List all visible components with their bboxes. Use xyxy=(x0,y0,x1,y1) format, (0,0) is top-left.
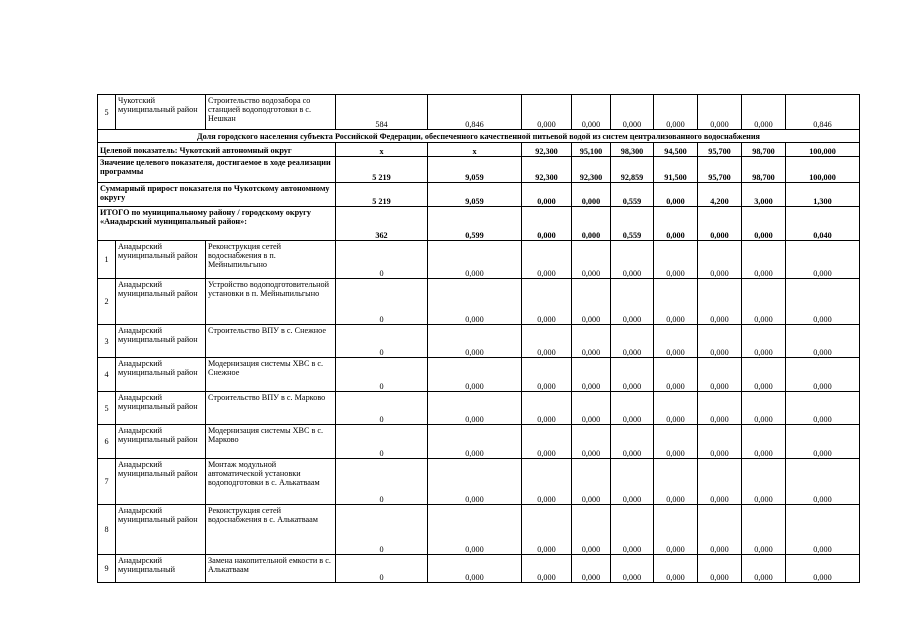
value-cell: 0,000 xyxy=(654,555,698,583)
value-cell: 0,000 xyxy=(698,241,742,279)
value-cell: 0 xyxy=(336,392,428,425)
value-cell: 0 xyxy=(336,425,428,459)
value-cell: 0,040 xyxy=(786,207,860,241)
value-cell: 0,000 xyxy=(654,425,698,459)
value-cell: 0,000 xyxy=(698,358,742,392)
value-cell: 0,000 xyxy=(654,95,698,130)
value-cell: 362 xyxy=(336,207,428,241)
value-cell: 98,700 xyxy=(742,157,786,183)
value-cell: 3,000 xyxy=(742,183,786,207)
value-cell: 0,000 xyxy=(786,358,860,392)
area-name: Анадырский муниципальный район xyxy=(116,241,206,279)
value-cell: 0,000 xyxy=(654,358,698,392)
value-cell: 0,000 xyxy=(786,325,860,358)
value-cell: 5 219 xyxy=(336,183,428,207)
value-cell: 0,000 xyxy=(698,555,742,583)
value-cell: 0,000 xyxy=(428,425,522,459)
row-number: 4 xyxy=(98,358,116,392)
value-cell: 92,859 xyxy=(611,157,654,183)
value-cell: 94,500 xyxy=(654,143,698,157)
value-cell: 0 xyxy=(336,325,428,358)
value-cell: 0,000 xyxy=(572,325,611,358)
table-row xyxy=(98,95,860,130)
value-cell: 0,000 xyxy=(786,279,860,325)
section-title-row xyxy=(98,130,860,143)
activity-name: Строительство водозабора со станцией водоподготовки в с. Нешкан xyxy=(206,95,336,130)
table-row xyxy=(98,325,860,358)
area-name: Анадырский муниципальный район xyxy=(116,505,206,555)
value-cell: 0 xyxy=(336,241,428,279)
value-cell: x xyxy=(428,143,522,157)
total-increase-row xyxy=(98,183,860,207)
area-name: Анадырский муниципальный xyxy=(116,555,206,583)
value-cell: 0,000 xyxy=(611,392,654,425)
row-number: 8 xyxy=(98,505,116,555)
value-cell: 100,000 xyxy=(786,143,860,157)
value-cell: 0 xyxy=(336,358,428,392)
value-cell: 0,000 xyxy=(572,241,611,279)
value-cell: 0,000 xyxy=(522,207,572,241)
value-cell: 0,000 xyxy=(654,325,698,358)
area-name: Анадырский муниципальный район xyxy=(116,425,206,459)
value-cell: 0,000 xyxy=(654,459,698,505)
value-cell: 0,846 xyxy=(786,95,860,130)
row-number: 9 xyxy=(98,555,116,583)
value-cell: 95,100 xyxy=(572,143,611,157)
value-cell: 0,000 xyxy=(611,505,654,555)
activity-name: Реконструкция сетей водоснабжения в п. Мейныпильгыно xyxy=(206,241,336,279)
value-cell: 0,000 xyxy=(786,392,860,425)
itogo-label: ИТОГО по муниципальному району / городскому округу «Анадырский муниципальный район»: xyxy=(98,207,336,241)
achieved-label: Значение целевого показателя, достигаемое в ходе реализации программы xyxy=(98,157,336,183)
value-cell: 0,000 xyxy=(428,392,522,425)
activity-name: Модернизация системы ХВС в с. Марково xyxy=(206,425,336,459)
value-cell: 0,000 xyxy=(522,183,572,207)
value-cell: 0,000 xyxy=(572,392,611,425)
value-cell: 0,000 xyxy=(742,95,786,130)
value-cell: 0,000 xyxy=(522,241,572,279)
value-cell: 0,000 xyxy=(742,459,786,505)
value-cell: 0,000 xyxy=(522,425,572,459)
area-name: Анадырский муниципальный район xyxy=(116,459,206,505)
value-cell: 0,000 xyxy=(786,425,860,459)
value-cell: 0,000 xyxy=(742,325,786,358)
value-cell: 0,000 xyxy=(654,505,698,555)
row-number: 7 xyxy=(98,459,116,505)
value-cell: 91,500 xyxy=(654,157,698,183)
value-cell: 0,000 xyxy=(611,555,654,583)
value-cell: 92,300 xyxy=(522,157,572,183)
itogo-row xyxy=(98,207,860,241)
table-row xyxy=(98,279,860,325)
area-name: Чукотский муниципальный район xyxy=(116,95,206,130)
value-cell: 0,000 xyxy=(572,207,611,241)
value-cell: 98,700 xyxy=(742,143,786,157)
value-cell: 0,000 xyxy=(522,555,572,583)
value-cell: 0 xyxy=(336,505,428,555)
table-row xyxy=(98,392,860,425)
value-cell: 0,000 xyxy=(428,505,522,555)
value-cell: 9,059 xyxy=(428,183,522,207)
value-cell: 0,000 xyxy=(698,459,742,505)
value-cell: 0,000 xyxy=(428,358,522,392)
table-row xyxy=(98,555,860,583)
value-cell: 0,000 xyxy=(522,459,572,505)
value-cell: 0,000 xyxy=(522,505,572,555)
value-cell: 0,000 xyxy=(742,555,786,583)
achieved-row xyxy=(98,157,860,183)
area-name: Анадырский муниципальный район xyxy=(116,325,206,358)
value-cell: 0,559 xyxy=(611,207,654,241)
value-cell: 0,000 xyxy=(786,505,860,555)
value-cell: 92,300 xyxy=(572,157,611,183)
value-cell: 0,000 xyxy=(654,241,698,279)
value-cell: 0,000 xyxy=(742,207,786,241)
value-cell: 0,000 xyxy=(654,392,698,425)
value-cell: 100,000 xyxy=(786,157,860,183)
activity-name: Реконструкция сетей водоснабжения в с. Алькатваам xyxy=(206,505,336,555)
value-cell: 0,000 xyxy=(698,392,742,425)
value-cell: 0,000 xyxy=(611,358,654,392)
section-title: Доля городского населения субъекта Российской Федерации, обеспеченного качественной питьевой водой из систем централизованного водоснабжения xyxy=(98,130,860,143)
activity-name: Монтаж модульной автоматической установки водоподготовки в с. Алькатваам xyxy=(206,459,336,505)
value-cell: 0,000 xyxy=(742,425,786,459)
value-cell: 0,000 xyxy=(611,95,654,130)
value-cell: 0,000 xyxy=(428,555,522,583)
value-cell: 9,059 xyxy=(428,157,522,183)
value-cell: 1,300 xyxy=(786,183,860,207)
value-cell: 0,000 xyxy=(428,279,522,325)
value-cell: 0,000 xyxy=(572,555,611,583)
value-cell: 0,000 xyxy=(428,459,522,505)
value-cell: 0,000 xyxy=(698,95,742,130)
value-cell: 0,000 xyxy=(698,279,742,325)
value-cell: 0,000 xyxy=(611,325,654,358)
value-cell: 98,300 xyxy=(611,143,654,157)
value-cell: 0,000 xyxy=(611,425,654,459)
value-cell: 95,700 xyxy=(698,143,742,157)
value-cell: 0,000 xyxy=(698,505,742,555)
activity-name: Строительство ВПУ в с. Марково xyxy=(206,392,336,425)
table-row xyxy=(98,241,860,279)
area-name: Анадырский муниципальный район xyxy=(116,279,206,325)
table-row xyxy=(98,358,860,392)
value-cell: 0,000 xyxy=(742,392,786,425)
value-cell: 0,559 xyxy=(611,183,654,207)
value-cell: 584 xyxy=(336,95,428,130)
value-cell: 0,000 xyxy=(428,241,522,279)
value-cell: 0 xyxy=(336,459,428,505)
value-cell: 0,000 xyxy=(572,505,611,555)
value-cell: 0,000 xyxy=(611,279,654,325)
target-row xyxy=(98,143,860,157)
value-cell: 0,000 xyxy=(698,325,742,358)
value-cell: 0,000 xyxy=(572,358,611,392)
value-cell: 0,000 xyxy=(742,241,786,279)
value-cell: 5 219 xyxy=(336,157,428,183)
value-cell: 92,300 xyxy=(522,143,572,157)
row-number: 3 xyxy=(98,325,116,358)
value-cell: 0,000 xyxy=(654,183,698,207)
value-cell: 0,000 xyxy=(428,325,522,358)
value-cell: 0,000 xyxy=(742,505,786,555)
value-cell: 0,599 xyxy=(428,207,522,241)
value-cell: 0,846 xyxy=(428,95,522,130)
row-number: 6 xyxy=(98,425,116,459)
value-cell: 0,000 xyxy=(654,207,698,241)
value-cell: 0,000 xyxy=(654,279,698,325)
value-cell: 0 xyxy=(336,279,428,325)
table-row xyxy=(98,425,860,459)
value-cell: 0,000 xyxy=(572,95,611,130)
table-row xyxy=(98,505,860,555)
value-cell: 0,000 xyxy=(742,279,786,325)
activity-name: Модернизация системы ХВС в с. Снежное xyxy=(206,358,336,392)
value-cell: 0,000 xyxy=(611,241,654,279)
value-cell: 0,000 xyxy=(572,183,611,207)
row-number: 1 xyxy=(98,241,116,279)
activity-name: Замена накопительной емкости в с. Алькатваам xyxy=(206,555,336,583)
activity-name: Устройство водоподготовительной установки в п. Мейныпильгыно xyxy=(206,279,336,325)
value-cell: 0,000 xyxy=(522,358,572,392)
row-number: 2 xyxy=(98,279,116,325)
value-cell: 0,000 xyxy=(611,459,654,505)
value-cell: 95,700 xyxy=(698,157,742,183)
value-cell: 0 xyxy=(336,555,428,583)
value-cell: 0,000 xyxy=(522,392,572,425)
row-number: 5 xyxy=(98,95,116,130)
value-cell: 0,000 xyxy=(786,241,860,279)
value-cell: x xyxy=(336,143,428,157)
area-name: Анадырский муниципальный район xyxy=(116,358,206,392)
activity-name: Строительство ВПУ в с. Снежное xyxy=(206,325,336,358)
value-cell: 4,200 xyxy=(698,183,742,207)
row-number: 5 xyxy=(98,392,116,425)
area-name: Анадырский муниципальный район xyxy=(116,392,206,425)
target-label: Целевой показатель: Чукотский автономный округ xyxy=(98,143,336,157)
program-table xyxy=(97,94,860,583)
table-row xyxy=(98,459,860,505)
value-cell: 0,000 xyxy=(786,555,860,583)
value-cell: 0,000 xyxy=(522,95,572,130)
value-cell: 0,000 xyxy=(572,425,611,459)
value-cell: 0,000 xyxy=(572,459,611,505)
total-increase-label: Суммарный прирост показателя по Чукотскому автономному округу xyxy=(98,183,336,207)
value-cell: 0,000 xyxy=(786,459,860,505)
value-cell: 0,000 xyxy=(698,425,742,459)
value-cell: 0,000 xyxy=(572,279,611,325)
value-cell: 0,000 xyxy=(742,358,786,392)
value-cell: 0,000 xyxy=(698,207,742,241)
value-cell: 0,000 xyxy=(522,279,572,325)
value-cell: 0,000 xyxy=(522,325,572,358)
